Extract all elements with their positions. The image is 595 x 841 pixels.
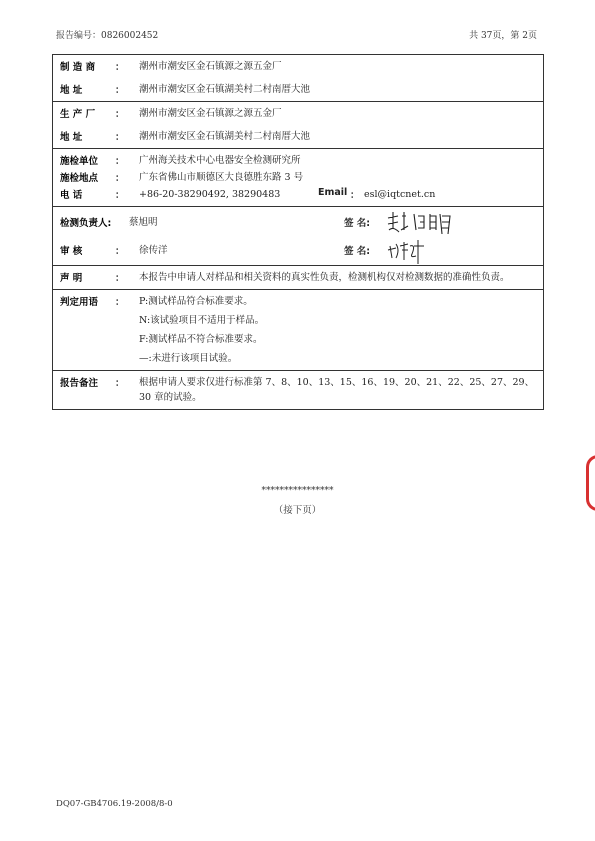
tel-label: 电 话 (60, 190, 83, 201)
verdict-row (53, 351, 543, 366)
reviewer-name: 徐传洋 (139, 244, 168, 256)
document-code: DQ07-GB4706.19-2008/8-0 (56, 799, 173, 809)
inspection-section (53, 149, 543, 207)
inspection-unit-row (53, 153, 543, 168)
responsible-name: 蔡旭明 (129, 216, 158, 228)
responsible-row (53, 211, 543, 233)
producer-address-row (53, 129, 543, 144)
sign-label: 签 名: (344, 218, 371, 229)
colon: ： (115, 297, 125, 308)
colon: ： (115, 190, 125, 201)
page-info: 共 37页，第 2页 (469, 31, 537, 41)
address-label: 地 址 (60, 132, 83, 143)
end-stars: **************** (261, 486, 334, 496)
verdict-section (53, 290, 543, 371)
remarks-row (53, 375, 543, 405)
colon: ： (115, 173, 125, 184)
signature-section (53, 207, 543, 266)
sign-label: 签 名: (344, 246, 371, 257)
report-number: 报告编号：0826002452 (56, 31, 159, 41)
inspection-location-row (53, 170, 543, 185)
verdict-label: 判定用语 (60, 297, 99, 308)
tel-row (53, 187, 543, 202)
statement-text: 本报告中申请人对样品和相关资料的真实性负责，检测机构仅对检测数据的准确性负责。 (139, 272, 510, 283)
inspection-unit: 广州海关技术中心电器安全检测研究所 (139, 155, 301, 166)
statement-section (53, 266, 543, 290)
verdict-item: N:该试验项目不适用于样品。 (139, 315, 265, 326)
reviewer-signature (384, 236, 543, 264)
producer-name: 潮州市潮安区金石镇源之源五金厂 (139, 108, 282, 119)
verdict-row (53, 332, 543, 347)
statement-row (53, 270, 543, 285)
colon: ： (115, 62, 125, 73)
inspection-location: 广东省佛山市顺德区大良德胜东路 3 号 (139, 172, 304, 183)
manufacturer-address-row (53, 82, 543, 97)
reviewer-row (53, 239, 543, 261)
producer-address: 潮州市潮安区金石镇湖美村二村南厝大池 (139, 131, 311, 142)
reviewer-label: 审 核 (60, 246, 83, 257)
producer-label: 生 产 厂 (60, 109, 96, 120)
colon: ： (115, 132, 125, 143)
tel-value: +86-20-38290492, 38290483 (139, 189, 281, 200)
producer-section (53, 102, 543, 149)
producer-row (53, 106, 543, 121)
colon: ： (350, 190, 360, 201)
inspection-location-label: 施检地点 (60, 173, 99, 184)
stamp-mark (586, 455, 595, 511)
address-label: 地 址 (60, 85, 83, 96)
signature-image-reviewer (384, 236, 444, 264)
verdict-row (53, 294, 543, 309)
manufacturer-name: 潮州市潮安区金石镇源之源五金厂 (139, 61, 282, 72)
manufacturer-label: 制 造 商 (60, 62, 96, 73)
statement-label: 声 明 (60, 273, 83, 284)
manufacturer-address: 潮州市潮安区金石镇湖美村二村南厝大池 (139, 84, 311, 95)
responsible-label: 检测负责人: (60, 218, 112, 229)
verdict-item: —:未进行该项目试验。 (139, 353, 238, 364)
colon: ： (115, 273, 125, 284)
email-label: Email (318, 187, 348, 198)
remarks-section (53, 371, 543, 409)
colon: ： (115, 378, 125, 389)
verdict-row (53, 313, 543, 328)
inspection-unit-label: 施检单位 (60, 156, 99, 167)
info-table (52, 54, 544, 410)
contact-wrap (139, 187, 543, 202)
colon: ： (115, 246, 125, 257)
signature-image-responsible (384, 208, 464, 236)
verdict-item: F:测试样品不符合标准要求。 (139, 334, 263, 345)
responsible-signature (384, 208, 543, 236)
manufacturer-row (53, 59, 543, 74)
remarks-label: 报告备注 (60, 378, 99, 389)
continued-note: （接下页） (273, 505, 322, 516)
remarks-text: 根据申请人要求仅进行标准第 7、8、10、13、15、16、19、20、21、22、25、27、29、30 章的试验。 (139, 377, 535, 403)
manufacturer-section (53, 55, 543, 102)
colon: ： (115, 109, 125, 120)
email-value: esl@iqtcnet.cn (364, 189, 436, 200)
colon: ： (115, 156, 125, 167)
colon: ： (115, 85, 125, 96)
verdict-item: P:测试样品符合标准要求。 (139, 296, 253, 307)
